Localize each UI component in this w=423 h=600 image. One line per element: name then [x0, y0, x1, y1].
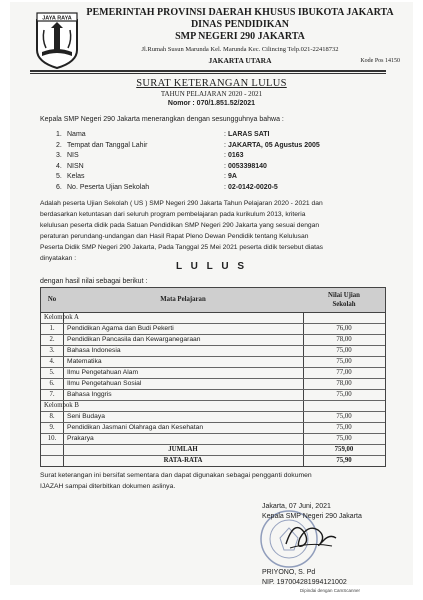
letterhead-city: JAKARTA UTARA [208, 56, 272, 65]
grades-intro: dengan hasil nilai sebagai berikut : [40, 278, 148, 285]
group-b-row: Kelompok B [41, 401, 385, 412]
signatory-name: PRIYONO, S. Pd [262, 569, 316, 576]
student-identity [56, 130, 356, 193]
identity-row: 3. NIS : 0163 [56, 151, 356, 162]
average-row: RATA-RATA 75,90 [41, 456, 385, 466]
table-row: 4. Matematika 75,00 [41, 357, 385, 368]
total-value: 759,00 [334, 446, 354, 453]
table-row: 1. Pendidikan Agama dan Budi Pekerti 76,00 [41, 324, 385, 335]
table-row: 6. Ilmu Pengetahuan Sosial 78,00 [41, 379, 385, 390]
header-subject: Mata Pelajaran [160, 296, 206, 303]
letterhead [80, 7, 400, 66]
header-no: No [47, 296, 57, 303]
letterhead-postcode: Kode Pos 14150 [360, 58, 400, 64]
student-name: LARAS SATI [228, 131, 270, 138]
intro-text: Kepala SMP Negeri 290 Jakarta menerangkan dengan sesungguhnya bahwa : [40, 116, 284, 123]
average-value: 75,90 [336, 457, 352, 464]
identity-row: 6. No. Peserta Ujian Sekolah : 02-0142-0020-5 [56, 183, 356, 194]
document-title: SURAT KETERANGAN LULUS [136, 78, 287, 89]
identity-row: 5. Kelas : 9A [56, 172, 356, 183]
letterhead-rule-thick [30, 70, 386, 72]
student-birth: JAKARTA, 05 Agustus 2005 [228, 141, 320, 149]
table-row: 10. Prakarya 75,00 [41, 434, 385, 445]
letterhead-rule-thin [30, 73, 386, 74]
letterhead-department: DINAS PENDIDIKAN [190, 19, 290, 30]
student-exam-number: 02-0142-0020-5 [228, 183, 278, 191]
identity-row: 4. NISN : 0053398140 [56, 162, 356, 173]
student-nisn: 0053398140 [228, 162, 267, 170]
letterhead-school: SMP NEGERI 290 JAKARTA [175, 31, 305, 42]
scanner-footer: Dipindai dengan CamScanner [300, 588, 361, 593]
signature-block [262, 502, 402, 588]
letterhead-government: PEMERINTAH PROVINSI DAERAH KHUSUS IBUKOTA JAKARTA [86, 7, 394, 18]
svg-text:JAYA RAYA: JAYA RAYA [42, 15, 72, 22]
table-row: 9. Pendidikan Jasmani Olahraga dan Kesehatan 75,00 [41, 423, 385, 434]
group-a-row: Kelompok A [41, 313, 385, 324]
total-row: JUMLAH 759,00 [41, 445, 385, 456]
signature-position: Kepala SMP Negeri 290 Jakarta [262, 513, 362, 520]
signature-place-date: Jakarta, 07 Juni, 2021 [262, 503, 331, 510]
letterhead-address: Jl.Rumah Susun Marunda Kel. Marunda Kec. Cilincing Telp.021-22418732 [141, 46, 339, 53]
table-row: 5. Ilmu Pengetahuan Alam 77,00 [41, 368, 385, 379]
identity-row: 2. Tempat dan Tanggal Lahir : JAKARTA, 05 Agustus 2005 [56, 141, 356, 152]
closing-note: Surat keterangan ini bersifat sementara dan dapat digunakan sebagai pengganti dokumen IJAZAH sampai diterbitkan dokumen aslinya. [40, 472, 312, 490]
table-header [41, 288, 385, 313]
document-number: Nomor : 070/1.851.52/2021 [167, 100, 256, 107]
identity-row: 1. Nama : LARAS SATI [56, 130, 356, 141]
grades-table [40, 287, 386, 467]
document-year: TAHUN PELAJARAN 2020 - 2021 [160, 90, 263, 98]
student-class: 9A [228, 173, 237, 180]
statement-paragraph: Adalah peserta Ujian Sekolah ( US ) SMP Negeri 290 Jakarta Tahun Pelajaran 2020 - 2021 dan berdasarkan ketuntasan dari seluruh program pembelajaran pada kurikulum 2013, kriteria kelulusan peserta didik pada Satuan Pendidikan SMP Negeri 290 Jakarta yang sesuai dengan peraturan perundang-undangan dan Hasil Rapat Pleno Dewan Pendidik tentang Kelulusan Peserta Didik SMP Negeri 290 Jakarta, Pada Tanggal 25 Mei 2021 peserta didik tersebut diatas dinyatakan : [40, 200, 324, 262]
table-row: 7. Bahasa Inggris 75,00 [41, 390, 385, 401]
table-row: 3. Bahasa Indonesia 75,00 [41, 346, 385, 357]
student-nis: 0163 [228, 152, 244, 159]
table-row: 2. Pendidikan Pancasila dan Kewarganegaraan 78,00 [41, 335, 385, 346]
table-row: 8. Seni Budaya 75,00 [41, 412, 385, 423]
header-score: Nilai Ujian Sekolah [328, 292, 360, 308]
result-heading: L U L U S [175, 261, 248, 272]
signatory-nip: NIP. 197004281994121002 [262, 579, 347, 586]
dki-jakarta-emblem-icon [32, 10, 82, 70]
